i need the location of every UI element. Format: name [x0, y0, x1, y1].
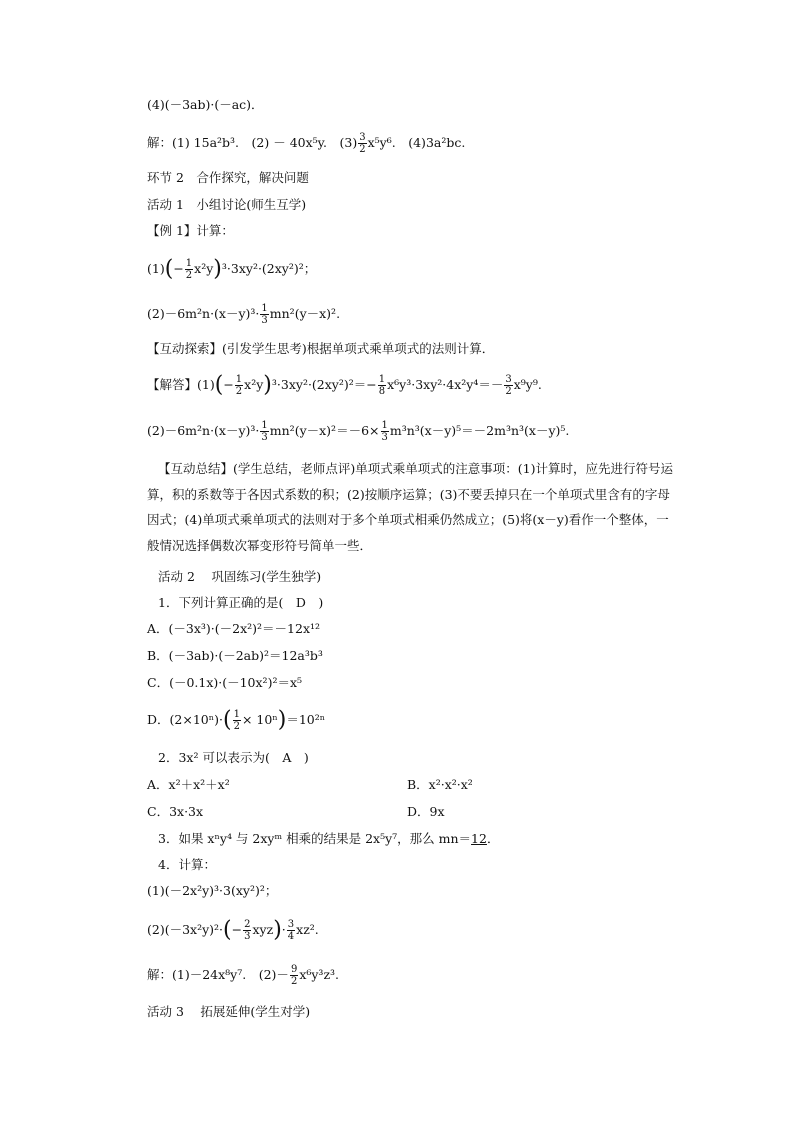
numerator: 3	[359, 132, 366, 143]
example-1-part-1	[147, 258, 316, 281]
expression-start: (2)－6m²n·(x－y)³·	[147, 306, 260, 321]
section-2-heading: 环节 2 合作探究，解决问题	[147, 170, 309, 185]
activity-1-heading: 活动 1 小组讨论(师生互学)	[147, 197, 307, 212]
item-4: (4)(－3ab)·(－ac)．	[147, 97, 264, 112]
activity-3-heading: 活动 3 拓展延伸(学生对学)	[147, 1004, 311, 1019]
label: (1)	[147, 261, 165, 276]
denominator: 4	[287, 931, 295, 942]
denominator: 2	[185, 270, 193, 281]
denominator: 2	[233, 721, 240, 732]
fraction	[287, 919, 295, 942]
question-text: 3．如果 xⁿy⁴ 与 2xyᵐ 相乘的结果是 2x⁵y⁷，那么 mn＝	[158, 831, 472, 846]
question-2: 2．3x² 可以表示为( A )	[158, 750, 309, 765]
numerator: 1	[381, 420, 388, 431]
term: x²y	[194, 261, 214, 276]
numerator: 3	[287, 919, 295, 930]
denominator: 2	[235, 386, 243, 397]
question-4: 4．计算：	[158, 857, 216, 872]
denominator: 3	[381, 432, 388, 443]
expression: x⁶y³·3xy²·4x²y⁴＝－	[387, 377, 504, 392]
example-1-heading: 【例 1】计算：	[147, 223, 234, 238]
question-4-part-1: (1)(－2x²y)³·3(xy²)²；	[147, 883, 278, 898]
option-text: × 10ⁿ	[241, 712, 278, 727]
option-text: ＝10²ⁿ	[286, 712, 326, 727]
numerator: 1	[185, 258, 193, 269]
minus-sign: −	[231, 922, 243, 937]
expression-start: (2)－6m²n·(x－y)³·	[147, 423, 260, 438]
numerator: 1	[235, 374, 243, 385]
denominator: 3	[261, 315, 268, 326]
activity-2-heading: 活动 2 巩固练习(学生独学)	[158, 569, 322, 584]
solution-end: x⁶y³z³.	[299, 967, 340, 982]
numerator: 1	[378, 374, 386, 385]
left-paren: (	[164, 256, 174, 282]
fraction	[185, 258, 193, 281]
right-paren: )	[277, 707, 287, 733]
fraction	[358, 132, 366, 155]
fraction	[260, 303, 268, 326]
expression-end: m³n³(x－y)⁵＝－2m³n³(x－y)⁵.	[389, 423, 570, 438]
fraction	[290, 964, 298, 987]
expression-rest: mn²(y－x)².	[269, 306, 341, 321]
question-1-option-d	[147, 709, 325, 732]
solution-tail: x⁵y⁶. (4)3a²bc.	[367, 135, 466, 150]
expression-start: (2)(－3x²y)²·	[147, 922, 224, 937]
expression: ³·3xy²·(2xy²)²＝−	[271, 377, 377, 392]
expression-end: x⁹y⁹.	[513, 377, 542, 392]
question-1-option-b: B．(－3ab)·(－2ab)²＝12a³b³	[147, 648, 323, 663]
expression-end: xz².	[296, 922, 319, 937]
denominator: 2	[505, 386, 512, 397]
fraction	[243, 919, 251, 942]
right-paren: )	[213, 256, 222, 282]
question-4-part-2	[147, 919, 319, 942]
denominator: 8	[378, 386, 386, 397]
denominator: 2	[359, 144, 366, 155]
left-paren: (	[223, 707, 232, 733]
question-2-option-d: D．9x	[407, 804, 445, 819]
question-2-option-b: B．x²·x²·x²	[407, 777, 473, 792]
dot: ·	[281, 922, 286, 937]
left-paren: (	[223, 917, 232, 943]
interactive-summary: 【互动总结】(学生总结，老师点评)单项式乘单项式的注意事项：(1)计算时，应先进行符号运算，积的系数等于各因式系数的积；(2)按顺序运算；(3)不要丢掉只在一个单项式里含有的字母因式；(4)单项式乘单项式的法则对于多个单项式相乘仍然成立；(5)将(x－y)看作一个整体，一般情况选择偶数次幂变形符号简单一些．	[147, 461, 673, 553]
question-1-option-c: C．(－0.1x)·(－10x²)²＝x⁵	[147, 675, 303, 690]
denominator: 3	[261, 432, 268, 443]
expression: mn²(y－x)²＝－6×	[269, 423, 380, 438]
right-paren: )	[263, 372, 272, 398]
minus-sign: −	[223, 377, 234, 392]
numerator: 1	[261, 420, 268, 431]
fraction	[235, 374, 243, 397]
fraction	[233, 709, 241, 732]
fraction	[381, 420, 389, 443]
option-text: D．(2×10ⁿ)·	[147, 712, 223, 727]
term: x²y	[244, 377, 264, 392]
numerator: 1	[233, 709, 240, 720]
numerator: 3	[505, 374, 512, 385]
example-1-part-2	[147, 303, 340, 326]
fraction	[504, 374, 512, 397]
answer-label: 【解答】(1)	[147, 377, 215, 392]
fraction	[260, 420, 268, 443]
term: xyz	[252, 922, 274, 937]
question-1-option-a: A．(－3x³)·(－2x²)²＝－12x¹²	[147, 621, 321, 636]
question-2-option-a: A．x²＋x²＋x²	[147, 777, 230, 792]
answer-part-2	[147, 420, 569, 443]
solution-text: 解：(1) 15a²b³. (2) － 40x⁵y. (3)	[147, 135, 358, 150]
expression-rest: ³·3xy²·(2xy²)²；	[221, 261, 317, 276]
question-end: ．	[486, 831, 500, 846]
question-2-option-c: C．3x·3x	[147, 804, 204, 819]
denominator: 3	[244, 931, 251, 942]
solution-question-4	[147, 964, 339, 987]
left-paren: (	[214, 372, 224, 398]
right-paren: )	[273, 917, 282, 943]
answer-part-1	[147, 374, 542, 397]
answer-blank: 12	[471, 831, 487, 846]
denominator: 2	[290, 976, 298, 987]
solution-text: 解：(1)－24x⁸y⁷. (2)－	[147, 967, 289, 982]
question-3	[158, 830, 499, 848]
fraction	[378, 374, 386, 397]
question-1: 1．下列计算正确的是( D )	[158, 595, 324, 610]
solution-line-1	[147, 132, 465, 155]
minus-sign: −	[173, 261, 184, 276]
numerator: 2	[244, 919, 251, 930]
numerator: 1	[261, 303, 268, 314]
numerator: 9	[290, 964, 298, 975]
interactive-explore: 【互动探索】(引发学生思考)根据单项式乘单项式的法则计算．	[147, 341, 495, 356]
